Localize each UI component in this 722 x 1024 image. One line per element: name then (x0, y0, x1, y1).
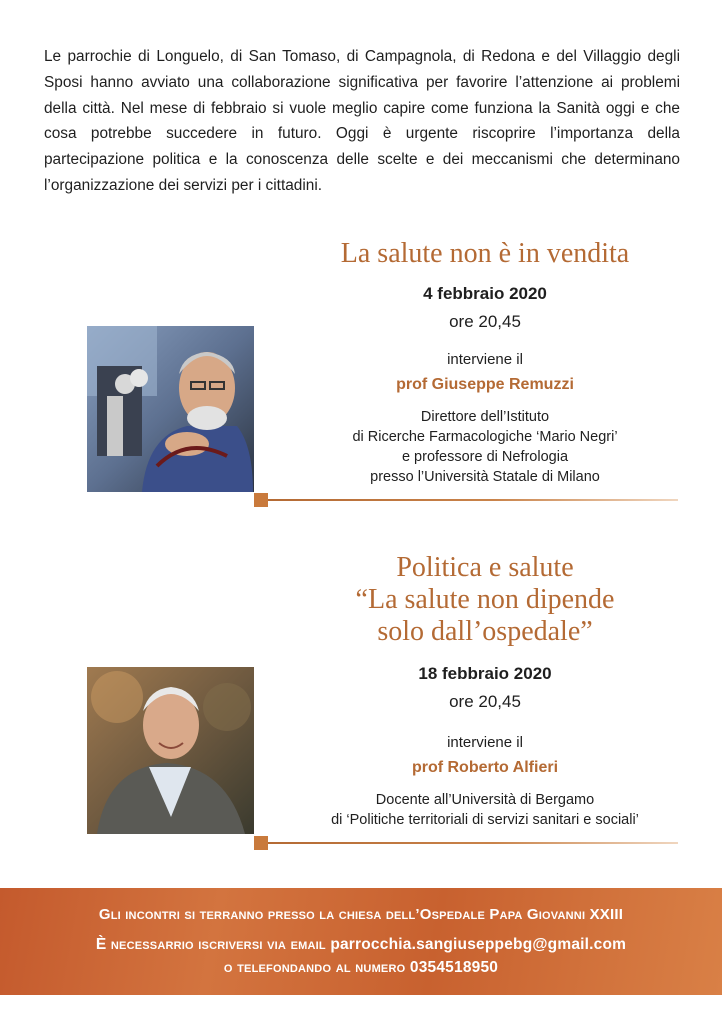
event2-speaker: prof Roberto Alfieri (411, 759, 559, 776)
event2-title (290, 552, 680, 648)
event2-title-line: “La salute non dipende (355, 584, 615, 615)
event2-title-line: Politica e salute (396, 552, 574, 583)
footer-registration-text: È necessarrio iscriversi via email (95, 936, 326, 953)
event1-divider-line (268, 499, 678, 501)
footer-email[interactable]: parrocchia.sangiuseppebg@gmail.com (330, 936, 627, 953)
event2-date: 18 febbraio 2020 (418, 664, 552, 683)
event1-role-line: e professore di Nefrologia (401, 449, 569, 465)
event1-intervention: interviene il (447, 351, 523, 368)
footer-phone[interactable]: 0354518950 (409, 959, 499, 976)
speaker1-photo (87, 326, 254, 492)
event2-role-line: di ‘Politiche territoriali di servizi sanitari e sociali’ (331, 812, 639, 828)
speaker2-photo (87, 667, 254, 834)
footer-registration (0, 936, 722, 954)
intro-paragraph: Le parrochie di Longuelo, di San Tomaso, di Campagnola, di Redona e del Villaggio degli Sposi hanno avviato una collaborazione significativa per favorire l’attenzione ai problemi della città. Nel mese di febbraio si vuole meglio capire come funziona la Sanità oggi e che cosa potrebbe succedere in futuro. Oggi è urgente riscoprire l’importanza della partecipazione politica e la conoscenza delle scelte e dei meccanismi che determinano l’organizzazione dei servizi per i cittadini. (44, 48, 680, 194)
event1-date: 4 febbraio 2020 (423, 284, 547, 303)
footer-banner (0, 888, 722, 995)
event1-role (300, 407, 670, 487)
event1-role-line: presso l’Università Statale di Milano (370, 469, 600, 485)
event1-divider-square (254, 493, 268, 507)
event1-speaker: prof Giuseppe Remuzzi (396, 376, 574, 393)
event1-role-line: Direttore dell’Istituto (420, 409, 550, 425)
event1-time: ore 20,45 (449, 312, 521, 331)
event1-title: La salute non è in vendita (340, 238, 630, 269)
event1-role-line: di Ricerche Farmacologiche ‘Mario Negri’ (352, 429, 618, 445)
event2-role-line: Docente all’Università di Bergamo (375, 792, 595, 808)
event2-intervention: interviene il (447, 734, 523, 751)
event2-title-line: solo dall’ospedale” (377, 616, 593, 647)
footer-phone-text: o telefondando al numero (223, 959, 406, 976)
event2-divider-square (254, 836, 268, 850)
event2-time: ore 20,45 (449, 692, 521, 711)
footer-location: Gli incontri si terranno presso la chiesa dell’Ospedale Papa Giovanni XXIII (98, 906, 624, 923)
footer-phone-line (0, 959, 722, 977)
event2-role (280, 790, 690, 830)
event2-divider-line (268, 842, 678, 844)
